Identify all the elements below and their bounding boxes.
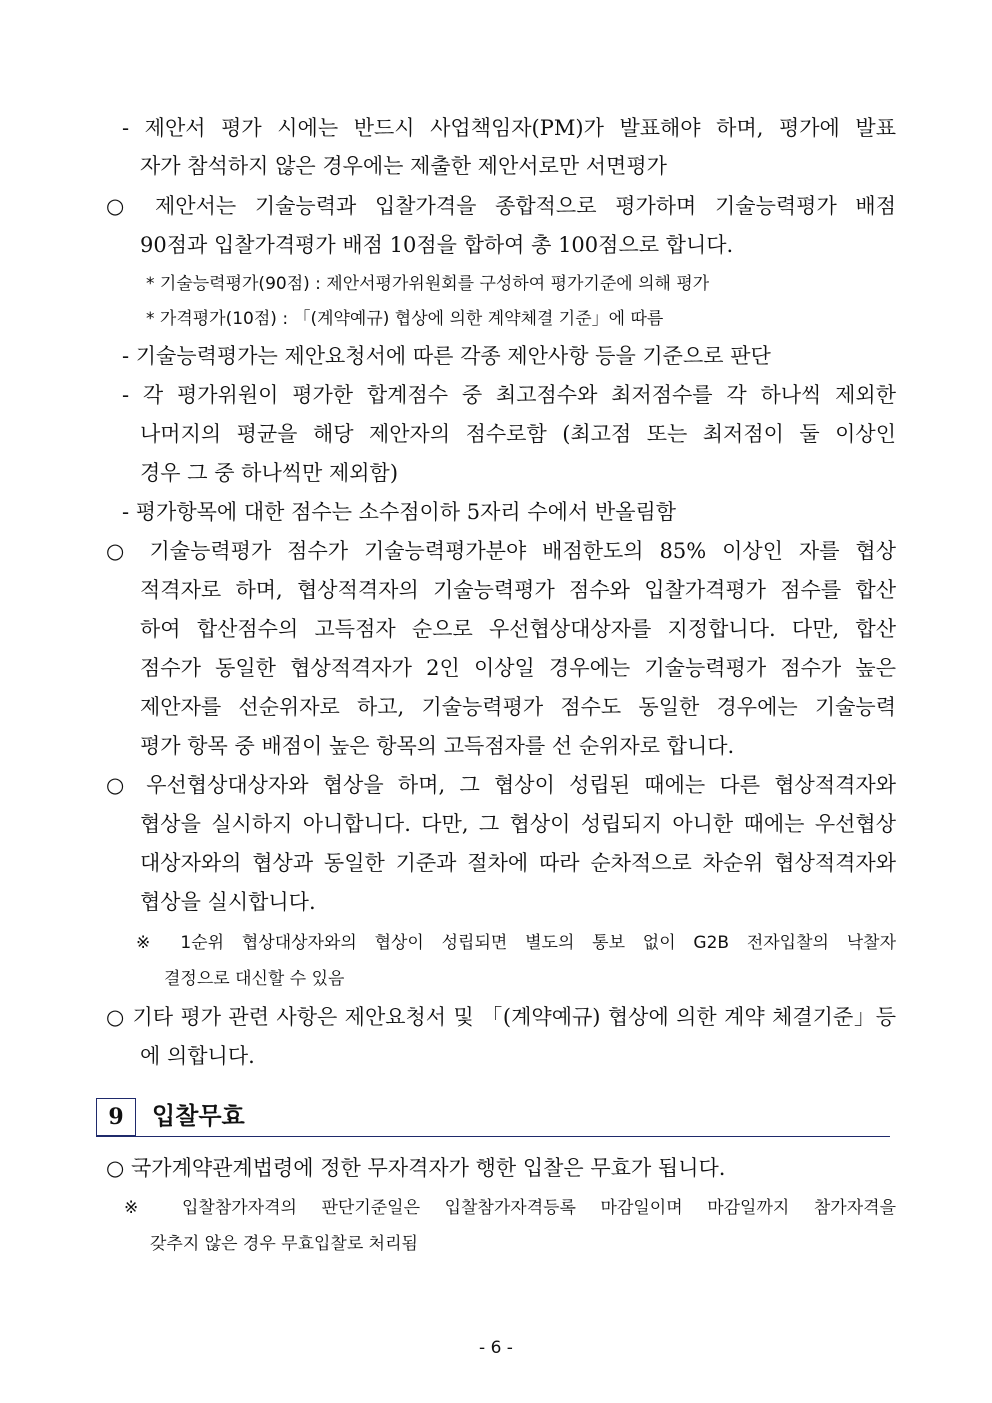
text-line: - 제안서 평가 시에는 반드시 사업책임자(PM)가 발표해야 하며, 평가에 발표	[122, 116, 896, 140]
text-line: - 기술능력평가는 제안요청서에 따른 각종 제안사항 등을 기준으로 판단	[122, 344, 771, 368]
text-line: 에 의합니다.	[140, 1044, 255, 1068]
text-line: 협상을 실시하지 아니합니다. 다만, 그 협상이 성립되지 아니한 때에는 우선협상	[140, 812, 896, 836]
section-number: 9	[96, 1098, 136, 1136]
section-underline	[96, 1136, 890, 1137]
footnote-line: ※ 1순위 협상대상자와의 협상이 성립되면 별도의 통보 없이 G2B 전자입찰의 낙찰자	[136, 933, 896, 953]
text-line: - 평가항목에 대한 점수는 소수점이하 5자리 수에서 반올림함	[122, 500, 677, 524]
text-line: 하여 합산점수의 고득점자 순으로 우선협상대상자를 지정합니다. 다만, 합산	[140, 617, 896, 641]
text-line: ○ 제안서는 기술능력과 입찰가격을 종합적으로 평가하며 기술능력평가 배점	[106, 194, 896, 218]
text-line: 나머지의 평균을 해당 제안자의 점수로함 (최고점 또는 최저점이 둘 이상인	[140, 422, 896, 446]
footnote-line: * 기술능력평가(90점) : 제안서평가위원회를 구성하여 평가기준에 의해 평가	[146, 274, 710, 294]
text-line: - 각 평가위원이 평가한 합계점수 중 최고점수와 최저점수를 각 하나씩 제외한	[122, 383, 896, 407]
text-line: ○ 국가계약관계법령에 정한 무자격자가 행한 입찰은 무효가 됩니다.	[106, 1156, 726, 1180]
text-line: 자가 참석하지 않은 경우에는 제출한 제안서로만 서면평가	[140, 154, 667, 178]
page-number: - 6 -	[479, 1338, 513, 1358]
text-line: 적격자로 하며, 협상적격자의 기술능력평가 점수와 입찰가격평가 점수를 합산	[140, 578, 896, 602]
text-line: 대상자와의 협상과 동일한 기준과 절차에 따라 순차적으로 차순위 협상적격자와	[140, 851, 896, 875]
text-line: 90점과 입찰가격평가 배점 10점을 합하여 총 100점으로 합니다.	[140, 233, 734, 257]
text-line: ○ 우선협상대상자와 협상을 하며, 그 협상이 성립된 때에는 다른 협상적격자와	[106, 773, 896, 797]
text-line: 평가 항목 중 배점이 높은 항목의 고득점자를 선 순위자로 합니다.	[140, 734, 735, 758]
footnote-line: ※ 입찰참가자격의 판단기준일은 입찰참가자격등록 마감일이며 마감일까지 참가자격을	[124, 1198, 896, 1218]
text-line: 점수가 동일한 협상적격자가 2인 이상일 경우에는 기술능력평가 점수가 높은	[140, 656, 896, 680]
footnote-line: 결정으로 대신할 수 있음	[164, 969, 345, 989]
text-line: 경우 그 중 하나씩만 제외함)	[140, 461, 399, 485]
text-line: 제안자를 선순위자로 하고, 기술능력평가 점수도 동일한 경우에는 기술능력	[140, 695, 896, 719]
section-title: 입찰무효	[152, 1101, 245, 1130]
footnote-line: * 가격평가(10점) : 「(계약예규) 협상에 의한 계약체결 기준」에 따름	[146, 309, 664, 329]
text-line: ○ 기술능력평가 점수가 기술능력평가분야 배점한도의 85% 이상인 자를 협상	[106, 539, 896, 563]
text-line: 협상을 실시합니다.	[140, 890, 316, 914]
footnote-line: 갖추지 않은 경우 무효입찰로 처리됨	[150, 1234, 418, 1254]
text-line: ○ 기타 평가 관련 사항은 제안요청서 및 「(계약예규) 협상에 의한 계약 체결기준」등	[106, 1005, 896, 1029]
